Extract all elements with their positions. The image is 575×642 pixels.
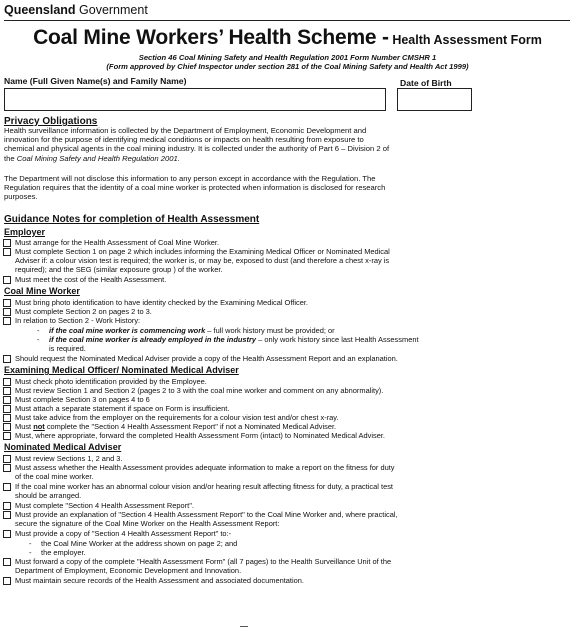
checkbox-icon xyxy=(3,414,11,422)
checkbox-icon xyxy=(3,239,11,247)
privacy-paragraph-1: Health surveillance information is collected by the Department of Employment, Economic Development and innovation for the purpose of identifying medical conditions or impacts on health resulting from exposure to chemical and physical agents in the coal mining industry. It is collected under the authority of Part 6 – Division 2 of the Coal Mining Safety and Health Regulation 2001. xyxy=(4,126,390,163)
list-item: Must complete "Section 4 Health Assessment Report". xyxy=(3,501,569,510)
checkbox-icon xyxy=(3,299,11,307)
list-item: Must arrange for the Health Assessment of Coal Mine Worker. xyxy=(3,238,569,247)
checkbox-icon xyxy=(3,464,11,472)
checkbox-icon xyxy=(3,405,11,413)
list-item: Must provide a copy of "Section 4 Health Assessment Report" to:- xyxy=(3,529,569,538)
name-input-box[interactable] xyxy=(4,88,386,111)
checkbox-icon xyxy=(3,432,11,440)
list-item: Must check photo identification provided by the Employee. xyxy=(3,377,569,386)
form-title-main: Coal Mine Workers’ Health Scheme - xyxy=(33,26,389,49)
gov-name-rest: Government xyxy=(75,3,148,17)
list-item: If the coal mine worker has an abnormal colour vision and/or hearing result affecting fitness for duty, a practical test should be arranged. xyxy=(3,482,569,500)
guidance-heading: Guidance Notes for completion of Health Assessment xyxy=(4,214,260,225)
list-item: Must assess whether the Health Assessment provides adequate information to make a report on the fitness for duty of the coal mine worker. xyxy=(3,463,569,481)
list-item: Must attach a separate statement if space on Form is insufficient. xyxy=(3,404,569,413)
checkbox-icon xyxy=(3,577,11,585)
checkbox-icon xyxy=(3,511,11,519)
list-item: Must meet the cost of the Health Assessment. xyxy=(3,275,569,284)
approval-reference: (Form approved by Chief Inspector under section 281 of the Coal Mining Safety and Health Act 1999) xyxy=(106,62,469,71)
list-item: Must provide an explanation of "Section 4 Health Assessment Report" to the Coal Mine Worker and, where practical, secure the signature of the Coal Mine Worker on the Health Assessment Report: xyxy=(3,510,569,528)
list-item: Must, where appropriate, forward the completed Health Assessment Form (intact) to Nominated Medical Adviser. xyxy=(3,431,569,440)
checkbox-icon xyxy=(3,276,11,284)
sub-list-item: - if the coal mine worker is commencing work – full work history must be provided; or xyxy=(37,326,335,335)
list-item: Must bring photo identification to have identity checked by the Examining Medical Officer. xyxy=(3,298,569,307)
list-item: In relation to Section 2 - Work History: xyxy=(3,316,569,325)
checkbox-icon xyxy=(3,483,11,491)
checkbox-icon xyxy=(3,248,11,256)
government-header xyxy=(4,2,570,21)
list-item: Must forward a copy of the complete "Health Assessment Form" (all 7 pages) to the Health Surveillance Unit of the Department of Employment, Economic Development and Innovation. xyxy=(3,557,569,575)
coal-mine-worker-heading: Coal Mine Worker xyxy=(4,286,80,296)
regulation-reference: Section 46 Coal Mining Safety and Health Regulation 2001 Form Number CMSHR 1 xyxy=(138,53,437,62)
checkbox-icon xyxy=(3,308,11,316)
gov-name-bold: Queensland xyxy=(4,3,76,17)
name-field-label: Name (Full Given Name(s) and Family Name) xyxy=(4,76,187,86)
examining-medical-officer-heading: Examining Medical Officer/ Nominated Medical Adviser xyxy=(4,365,239,375)
checkbox-icon xyxy=(3,502,11,510)
dob-input-box[interactable] xyxy=(397,88,472,111)
form-title-sub: Health Assessment Form xyxy=(388,33,542,47)
list-item: Must complete Section 3 on pages 4 to 6 xyxy=(3,395,569,404)
scan-mark xyxy=(240,626,248,627)
sub-list-item: - if the coal mine worker is already employed in the industry – only work history since last Health Assessment is required. xyxy=(37,335,419,354)
list-item: Must complete Section 1 on page 2 which includes informing the Examining Medical Officer or Nominated Medical Adviser if: a colour vision test is required; the worker is, or may be, exposed to dust (and therefore a chest x-ray is required); and the SEG (similar exposure group ) of the worker. xyxy=(3,247,569,275)
list-item: Must complete Section 2 on pages 2 to 3. xyxy=(3,307,569,316)
form-title xyxy=(0,26,575,50)
dob-field-label: Date of Birth xyxy=(400,78,452,88)
privacy-paragraph-2: The Department will not disclose this information to any person except in accordance with the Regulation. The Regulation requires that the identity of a coal mine worker is protected when information is disclosed for research purposes. xyxy=(4,174,386,202)
list-item: Must maintain secure records of the Health Assessment and associated documentation. xyxy=(3,576,569,585)
privacy-heading: Privacy Obligations xyxy=(4,116,98,127)
checkbox-icon xyxy=(3,530,11,538)
list-item: Must not complete the "Section 4 Health Assessment Report" if not a Nominated Medical Adviser. xyxy=(3,422,569,431)
checkbox-icon xyxy=(3,378,11,386)
sub-list-item: - the employer. xyxy=(29,548,86,557)
checkbox-icon xyxy=(3,455,11,463)
checkbox-icon xyxy=(3,387,11,395)
employer-heading: Employer xyxy=(4,227,46,237)
checkbox-icon xyxy=(3,396,11,404)
checkbox-icon xyxy=(3,355,11,363)
sub-list-item: - the Coal Mine Worker at the address shown on page 2; and xyxy=(29,539,238,548)
nominated-medical-adviser-heading: Nominated Medical Adviser xyxy=(4,442,122,452)
checkbox-icon xyxy=(3,558,11,566)
government-name xyxy=(4,3,148,17)
checkbox-icon xyxy=(3,317,11,325)
list-item: Must review Section 1 and Section 2 (pages 2 to 3 with the coal mine worker and comment on any abnormality). xyxy=(3,386,569,395)
list-item: Should request the Nominated Medical Adviser provide a copy of the Health Assessment Report and an explanation. xyxy=(3,354,569,363)
list-item: Must review Sections 1, 2 and 3. xyxy=(3,454,569,463)
list-item: Must take advice from the employer on the requirements for a colour vision test and/or chest x-ray. xyxy=(3,413,569,422)
checkbox-icon xyxy=(3,423,11,431)
